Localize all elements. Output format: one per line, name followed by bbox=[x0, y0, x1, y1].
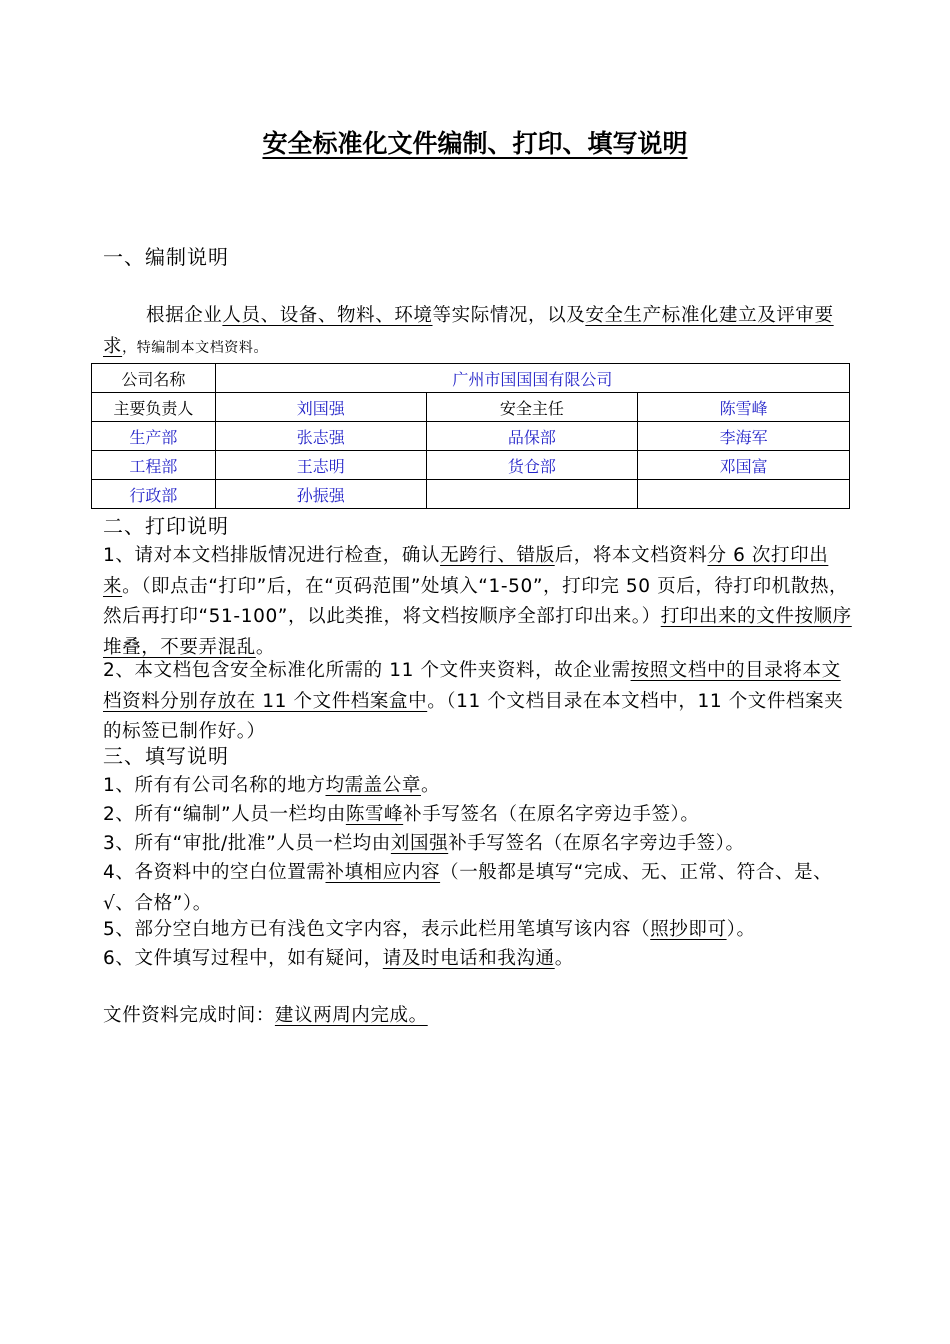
fill-instruction-6: 6、文件填写过程中，如有疑问，请及时电话和我沟通。 bbox=[103, 948, 574, 969]
fill-instruction-3: 3、所有“审批/批准”人员一栏均由刘国强补手写签名（在原名字旁边手签）。 bbox=[103, 833, 745, 854]
table-cell: 刘国强 bbox=[215, 393, 426, 422]
table-cell: 主要负责人 bbox=[92, 393, 216, 422]
table-row bbox=[92, 451, 850, 480]
completion-time-label: 文件资料完成时间： bbox=[103, 1005, 275, 1026]
print-instruction-1: 1、请对本文档排版情况进行检查，确认无跨行、错版后，将本文档资料分 6 次打印出来。（即点击“打印”后，在“页码范围”处填入“1-50”，打印完 50 页后，待打印机散热，然后再打印“51-100”，以此类推，将文档按顺序全部打印出来。）打印出来的文件按顺序堆叠，不要弄混乱。 bbox=[103, 545, 852, 658]
completion-time-value: 建议两周内完成。 bbox=[274, 1005, 428, 1026]
print-instruction-2: 2、本文档包含安全标准化所需的 11 个文件夹资料，故企业需按照文档中的目录将本文档资料分别存放在 11 个文件档案盒中。（11 个文档目录在本文档中，11 个文件档案夹的标签已制作好。） bbox=[103, 660, 844, 742]
fill-instruction-1: 1、所有有公司名称的地方均需盖公章。 bbox=[103, 775, 441, 796]
fill-instruction-5: 5、部分空白地方已有浅色文字内容，表示此栏用笔填写该内容（照抄即可）。 bbox=[103, 919, 756, 940]
section-3-heading: 三、填写说明 bbox=[103, 744, 229, 768]
table-cell: 货仓部 bbox=[426, 451, 638, 480]
table-cell: 品保部 bbox=[426, 422, 638, 451]
section-1-intro: 根据企业人员、设备、物料、环境等实际情况，以及安全生产标准化建立及评审要求，特编制本文档资料。 bbox=[103, 305, 834, 357]
table-cell: 工程部 bbox=[92, 451, 216, 480]
company-name-label: 公司名称 bbox=[92, 364, 216, 393]
document-title: 安全标准化文件编制、打印、填写说明 bbox=[262, 129, 688, 158]
section-1-heading: 一、编制说明 bbox=[103, 245, 229, 269]
table-row bbox=[92, 393, 850, 422]
fill-instruction-4: 4、各资料中的空白位置需补填相应内容（一般都是填写“完成、无、正常、符合、是、√、合格”）。 bbox=[103, 862, 833, 914]
table-cell: 安全主任 bbox=[426, 393, 638, 422]
table-cell: 邓国富 bbox=[638, 451, 850, 480]
table-cell: 李海军 bbox=[638, 422, 850, 451]
table-row bbox=[92, 480, 850, 509]
table-cell: 行政部 bbox=[92, 480, 216, 509]
table-cell: 张志强 bbox=[215, 422, 426, 451]
table-row bbox=[92, 364, 850, 393]
table-row bbox=[92, 422, 850, 451]
table-cell bbox=[638, 480, 850, 509]
table-cell: 生产部 bbox=[92, 422, 216, 451]
fill-instruction-2: 2、所有“编制”人员一栏均由陈雪峰补手写签名（在原名字旁边手签）。 bbox=[103, 804, 700, 825]
table-cell: 陈雪峰 bbox=[638, 393, 850, 422]
table-cell bbox=[426, 480, 638, 509]
table-cell: 孙振强 bbox=[215, 480, 426, 509]
completion-time bbox=[103, 1001, 428, 1031]
table-cell: 王志明 bbox=[215, 451, 426, 480]
company-name-value: 广州市国国国有限公司 bbox=[215, 364, 849, 393]
company-info-table bbox=[91, 363, 850, 509]
section-2-heading: 二、打印说明 bbox=[103, 514, 229, 538]
